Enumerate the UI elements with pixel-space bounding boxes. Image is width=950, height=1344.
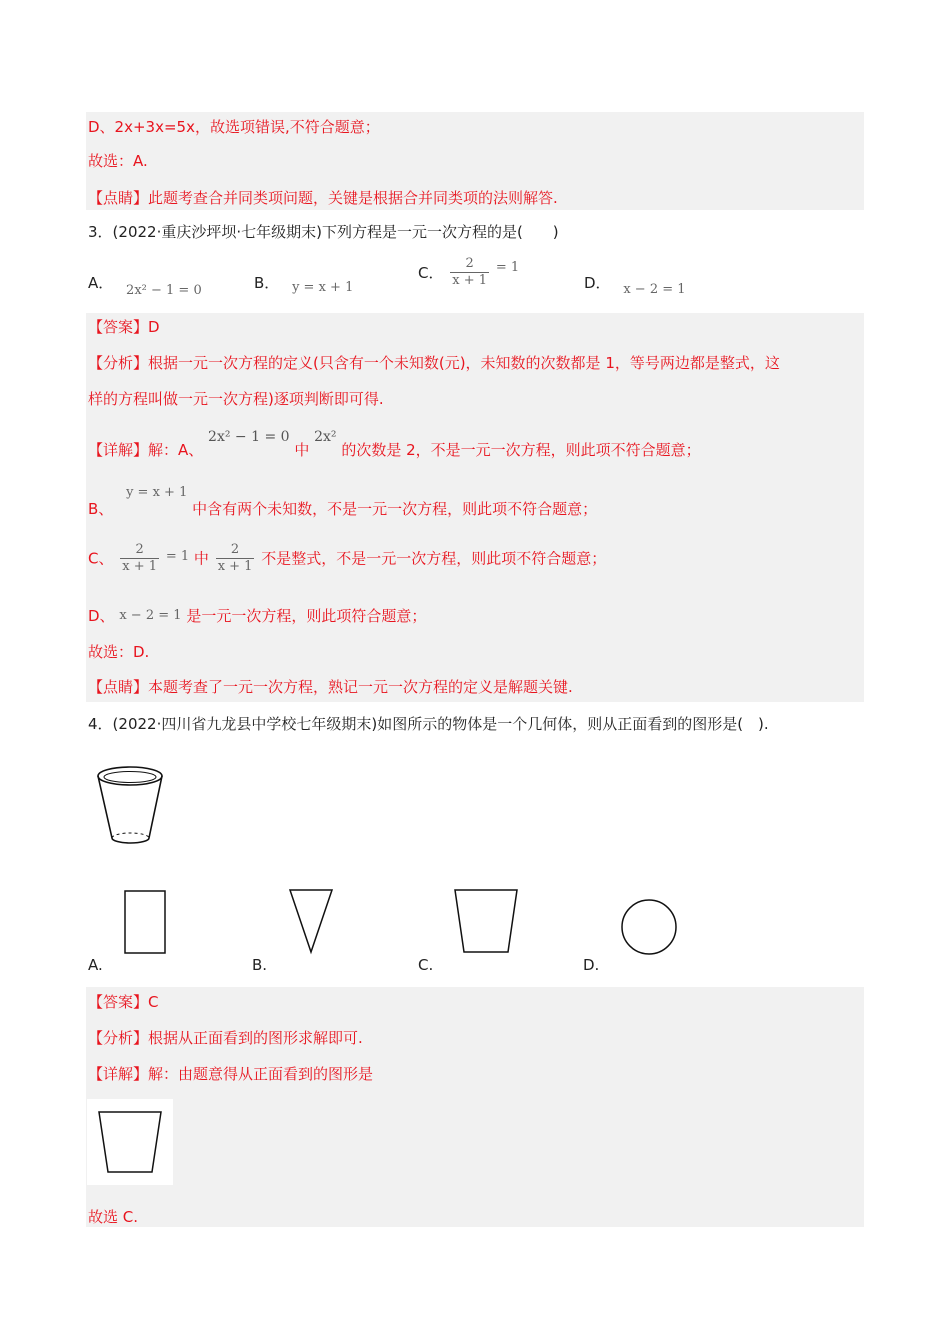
q3-detail-d: D、 x − 2 = 1 是一元一次方程，则此项符合题意； — [88, 607, 427, 625]
q4-option-c-trapezoid — [453, 888, 519, 954]
q4-answer-figure-box — [87, 1099, 173, 1185]
q3-option-c: C． $\frac{2}{x + 1}$ = 1 — [418, 256, 520, 288]
q3-answer: 【答案】D — [88, 318, 160, 336]
q3-detail-c: C、 $\frac{2}{x + 1}$ = 1 中 $\frac{2}{x + 1}$ 不是整式，不是一元一次方程，则此项不符合题意； — [88, 542, 607, 574]
q3-option-a: A． 2x² − 1 = 0 — [88, 274, 202, 298]
q4-option-b-triangle — [288, 888, 334, 954]
q4-stem: 4．(2022·四川省九龙县中学校七年级期末)如图所示的物体是一个几何体，则从正面看到的图形是( ). — [88, 715, 769, 733]
q4-cup-figure — [92, 762, 172, 852]
q4-analysis: 【分析】根据从正面看到的图形求解即可. — [88, 1029, 363, 1047]
q4-choice: 故选 C. — [88, 1208, 139, 1226]
q3-option-b: B． y = x + 1 — [254, 274, 354, 295]
q4-option-d-label: D. — [583, 956, 600, 974]
q2-choice: 故选：A. — [88, 152, 148, 170]
q4-solution-block — [86, 987, 864, 1227]
q4-option-d-circle — [620, 898, 680, 958]
q3-detail-b: B、 y = x + 1 中含有两个未知数，不是一元一次方程，则此项不符合题意； — [88, 485, 598, 518]
q3-stem: 3．(2022·重庆沙坪坝·七年级期末)下列方程是一元一次方程的是( ) — [88, 223, 559, 241]
q4-option-a-label: A. — [88, 956, 103, 974]
q3-comment: 【点睛】本题考查了一元一次方程，熟记一元一次方程的定义是解题关键. — [88, 678, 573, 696]
q2-comment: 【点睛】此题考查合并同类项问题，关键是根据合并同类项的法则解答. — [88, 189, 558, 207]
q4-answer: 【答案】C — [88, 993, 159, 1011]
q3-choice: 故选：D. — [88, 643, 150, 661]
q4-option-a-rectangle — [124, 890, 166, 954]
q3-analysis-line2: 样的方程叫做一元一次方程)逐项判断即可得. — [88, 390, 384, 408]
q4-detail: 【详解】解：由题意得从正面看到的图形是 — [88, 1065, 374, 1083]
q3-detail-a: 【详解】解：A、 2x² − 1 = 0 中 2x² 的次数是 2，不是一元一次方程，则此项不符合题意； — [88, 429, 701, 459]
q3-analysis-line1: 【分析】根据一元一次方程的定义(只含有一个未知数(元)，未知数的次数都是 1，等号两边都是整式，这 — [88, 354, 780, 372]
q4-answer-trapezoid — [97, 1109, 163, 1175]
q4-option-b-label: B. — [252, 956, 268, 974]
q3-option-d: D． x − 2 = 1 — [584, 274, 686, 297]
q2-option-d-explanation: D、2x+3x=5x，故选项错误,不符合题意； — [88, 118, 380, 136]
q4-option-c-label: C. — [418, 956, 434, 974]
